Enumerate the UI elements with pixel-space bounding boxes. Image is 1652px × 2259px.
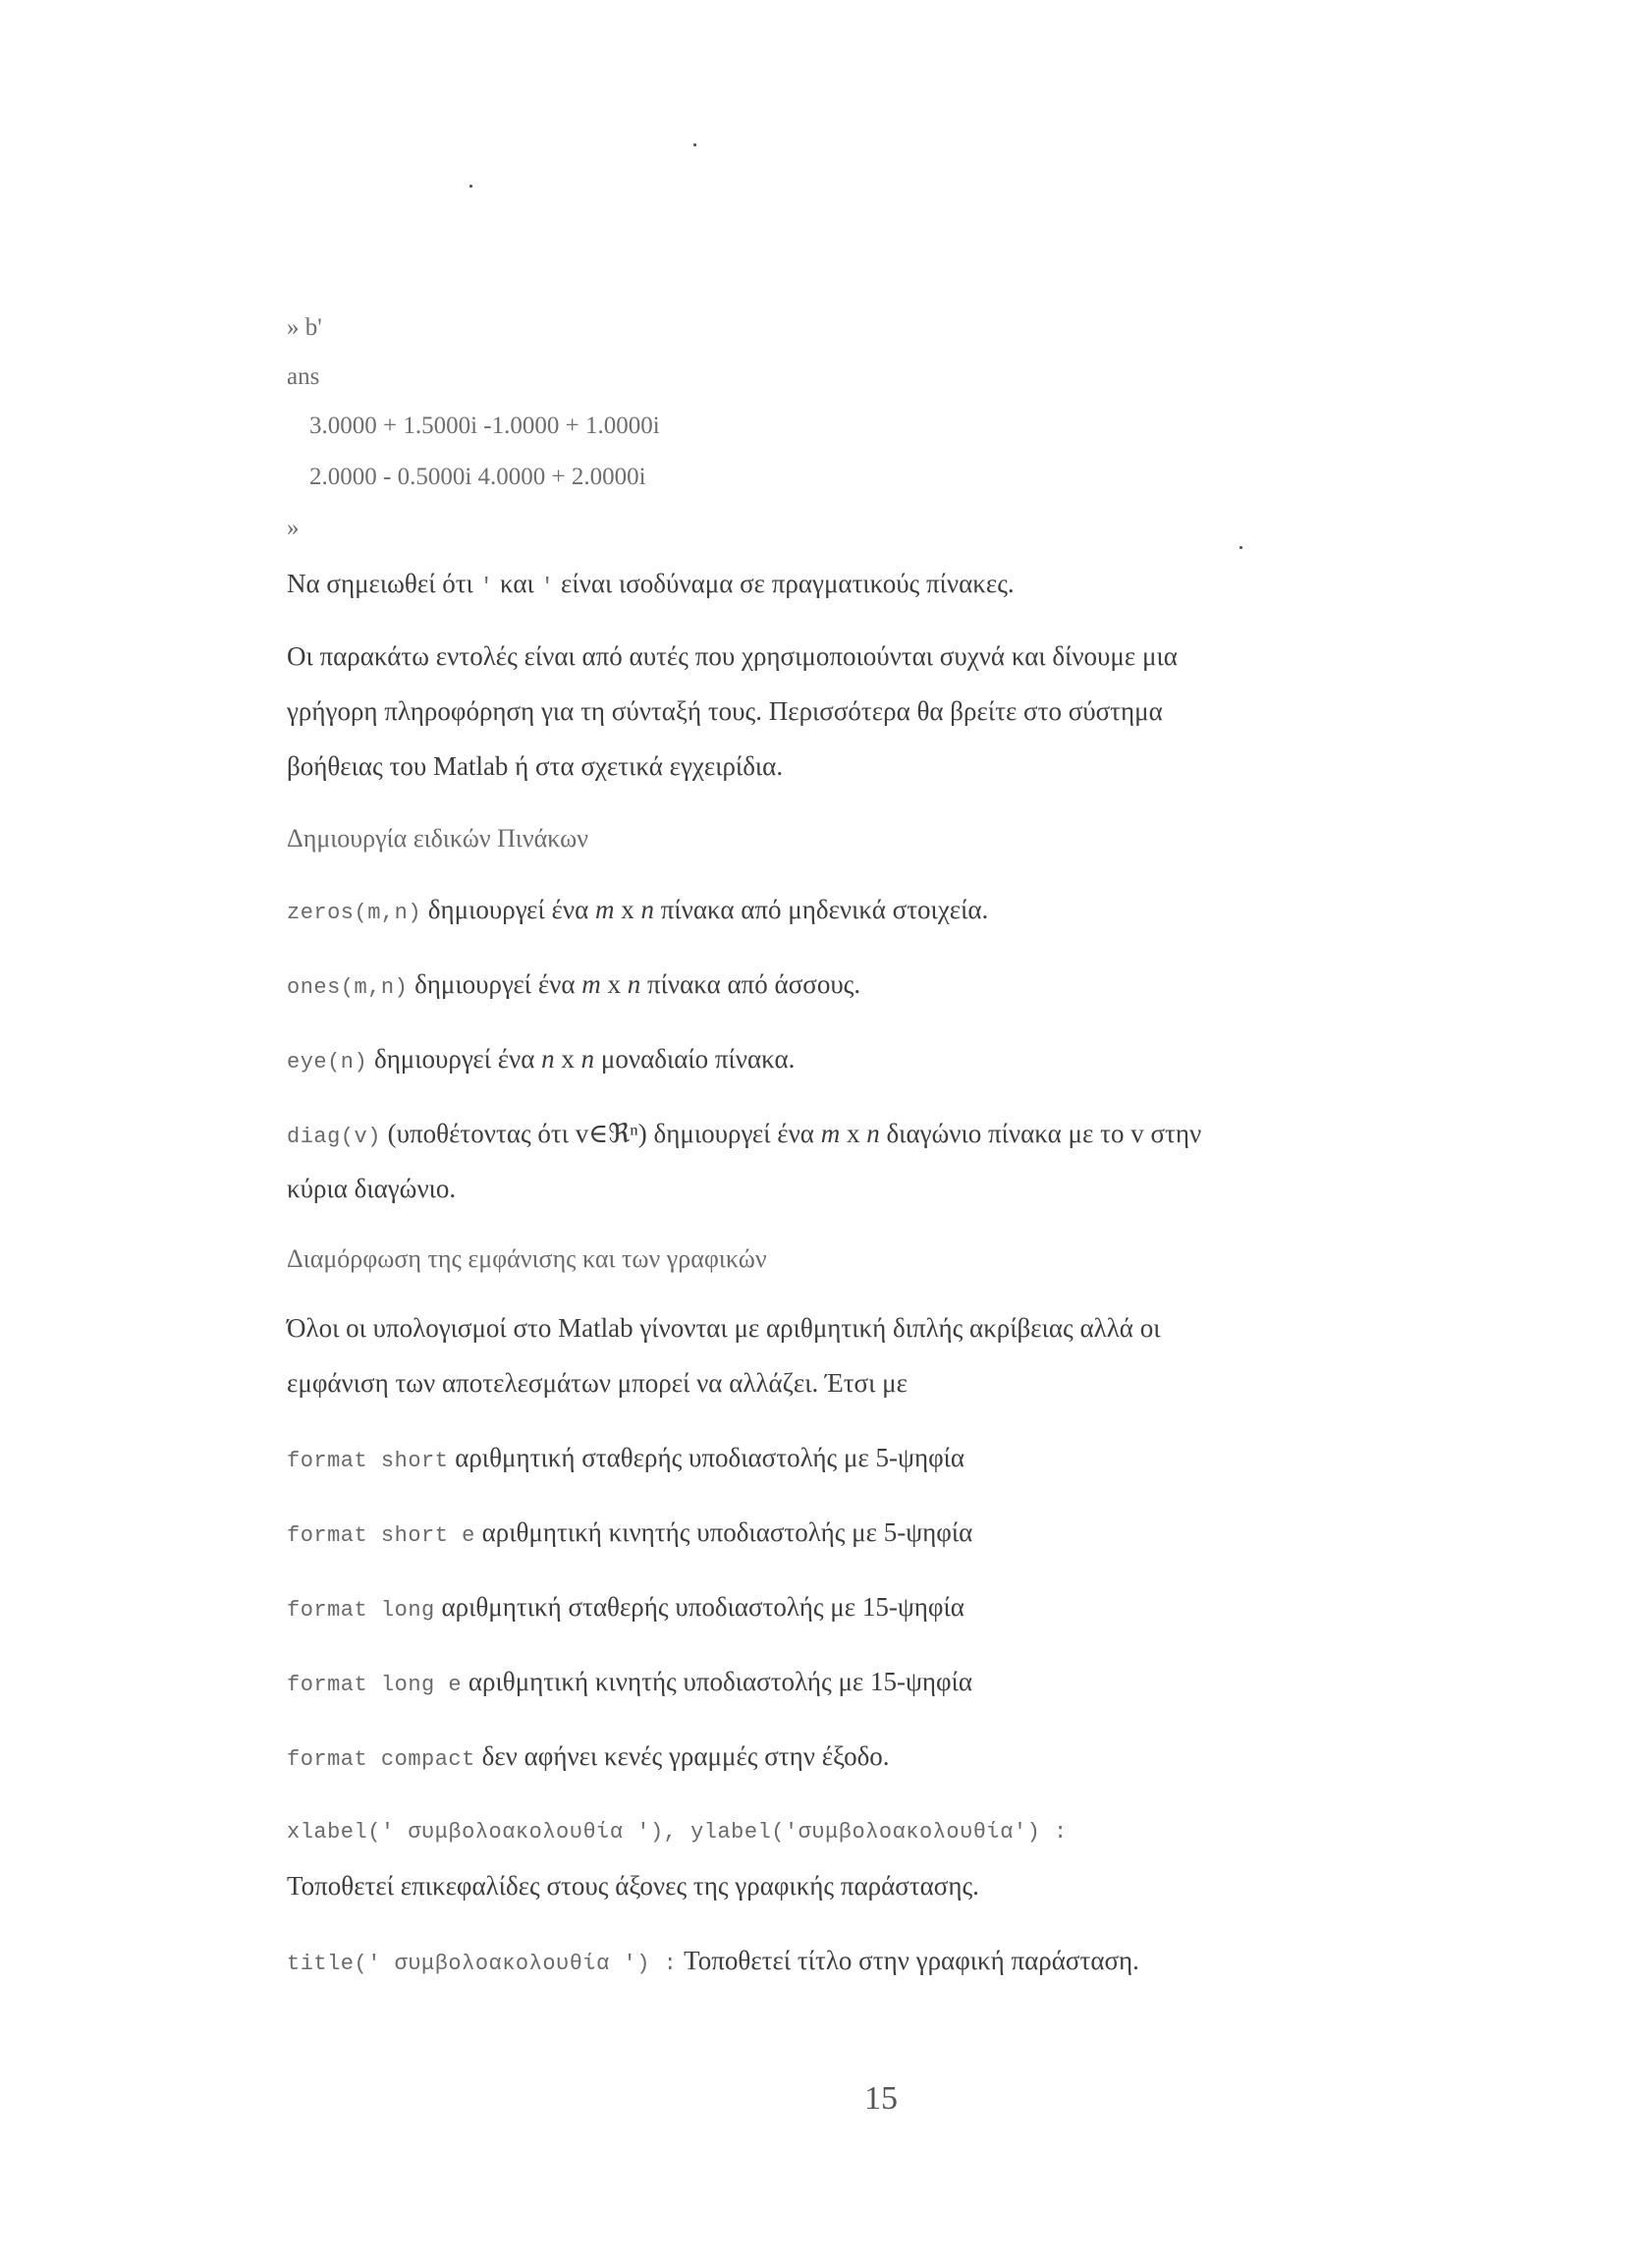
console-prompt-end: » <box>287 515 300 541</box>
zeros-desc-pre: δημιουργεί ένα <box>427 895 589 924</box>
console-output-row-2: 2.0000 - 0.5000i 4.0000 + 2.0000i <box>309 464 646 490</box>
diag-desc-continued: κύρια διαγώνιο. <box>287 1174 457 1203</box>
diag-condition: (υποθέτοντας ότι v∈ℜⁿ) <box>387 1119 647 1148</box>
format-item <box>287 1591 964 1626</box>
note-operator-2: ' <box>540 575 555 599</box>
format-item <box>287 1516 972 1552</box>
eye-desc-post: μοναδιαίο πίνακα. <box>600 1044 796 1074</box>
note-transpose <box>287 568 1015 603</box>
section-heading-special-matrices: Δημιουργία ειδικών Πινάκων <box>287 824 588 853</box>
title-description: Τοποθετεί τίτλο στην γραφική παράσταση. <box>684 1946 1139 1975</box>
format-command: format long e <box>287 1673 463 1697</box>
intro-line-1: Οι παρακάτω εντολές είναι από αυτές που χρησιμοποιούνται συχνά και δίνουμε μια <box>287 641 1178 671</box>
note-text-3: είναι ισοδύναμα σε πραγματικούς πίνακες. <box>561 569 1015 598</box>
format-intro-1: Όλοι οι υπολογισμοί στο Matlab γίνονται με αριθμητική διπλής ακρίβειας αλλά οι <box>287 1313 1161 1343</box>
note-operator-1: ' <box>479 575 494 599</box>
diag-m: m <box>820 1119 841 1148</box>
format-item <box>287 1442 964 1477</box>
diag-command: diag(v) <box>287 1125 381 1149</box>
zeros-desc-post: πίνακα από μηδενικά στοιχεία. <box>660 895 989 924</box>
format-item <box>287 1740 890 1776</box>
format-description: αριθμητική σταθερής υποδιαστολής με 5-ψηφία <box>455 1443 965 1472</box>
intro-line-3: βοήθειας του Matlab ή στα σχετικά εγχειρίδια. <box>287 751 784 781</box>
eye-x: x <box>561 1044 575 1074</box>
note-text-1: Να σημειωθεί ότι <box>287 569 473 598</box>
format-description: αριθμητική κινητής υποδιαστολής με 5-ψηφία <box>481 1517 973 1547</box>
eye-command: eye(n) <box>287 1050 368 1074</box>
note-text-2: και <box>500 569 534 598</box>
eye-entry <box>287 1043 795 1078</box>
console-prompt-line: » b' <box>287 314 322 341</box>
page-number: 15 <box>864 2080 898 2117</box>
eye-n2: n <box>580 1044 595 1074</box>
zeros-entry <box>287 894 988 929</box>
ones-n: n <box>627 969 641 999</box>
diag-n: n <box>866 1119 880 1148</box>
format-command: format long <box>287 1598 435 1623</box>
ones-command: ones(m,n) <box>287 975 409 1000</box>
format-intro-2: εμφάνιση των αποτελεσμάτων μπορεί να αλλάζει. Έτσι με <box>287 1368 908 1398</box>
format-command: format short <box>287 1449 449 1473</box>
format-command: format compact <box>287 1747 475 1772</box>
ones-m: m <box>581 969 601 999</box>
format-description: αριθμητική κινητής υποδιαστολής με 15-ψηφία <box>468 1667 973 1696</box>
format-item <box>287 1666 972 1701</box>
scan-speck <box>469 185 472 188</box>
console-output-row-1: 3.0000 + 1.5000i -1.0000 + 1.0000i <box>309 413 660 439</box>
format-command: format short e <box>287 1523 475 1548</box>
format-description: δεν αφήνει κενές γραμμές στην έξοδο. <box>481 1741 890 1771</box>
zeros-m: m <box>594 895 615 924</box>
title-entry <box>287 1945 1139 1980</box>
axis-labels-description: Τοποθετεί επικεφαλίδες στους άξονες της γραφικής παράστασης. <box>287 1871 979 1901</box>
format-description: αριθμητική σταθερής υποδιαστολής με 15-ψηφία <box>441 1592 964 1622</box>
axis-labels-command: xlabel(' συμβολοακολουθία '), ylabel('συμβολοακολουθία') : <box>287 1820 1068 1845</box>
ones-entry <box>287 968 860 1004</box>
zeros-x: x <box>621 895 634 924</box>
scan-speck <box>693 143 696 146</box>
title-command: title(' συμβολοακολουθία ') : <box>287 1952 678 1976</box>
zeros-n: n <box>640 895 654 924</box>
diag-entry <box>287 1118 1201 1153</box>
diag-desc-post: διαγώνιο πίνακα με το v στην <box>886 1119 1202 1148</box>
diag-desc-pre: δημιουργεί ένα <box>653 1119 814 1148</box>
ones-x: x <box>607 969 622 999</box>
section-heading-display-format: Διαμόρφωση της εμφάνισης και των γραφικών <box>287 1244 767 1273</box>
eye-desc-pre: δημιουργεί ένα <box>373 1044 535 1074</box>
intro-line-2: γρήγορη πληροφόρηση για τη σύνταξή τους. Περισσότερα θα βρείτε στο σύστημα <box>287 696 1163 726</box>
console-ans-label: ans <box>287 363 320 390</box>
scan-speck <box>1239 546 1242 549</box>
ones-desc-post: πίνακα από άσσους. <box>647 969 861 999</box>
eye-n1: n <box>541 1044 555 1074</box>
diag-x: x <box>846 1119 860 1148</box>
zeros-command: zeros(m,n) <box>287 901 422 925</box>
ones-desc-pre: δημιουργεί ένα <box>414 969 576 999</box>
